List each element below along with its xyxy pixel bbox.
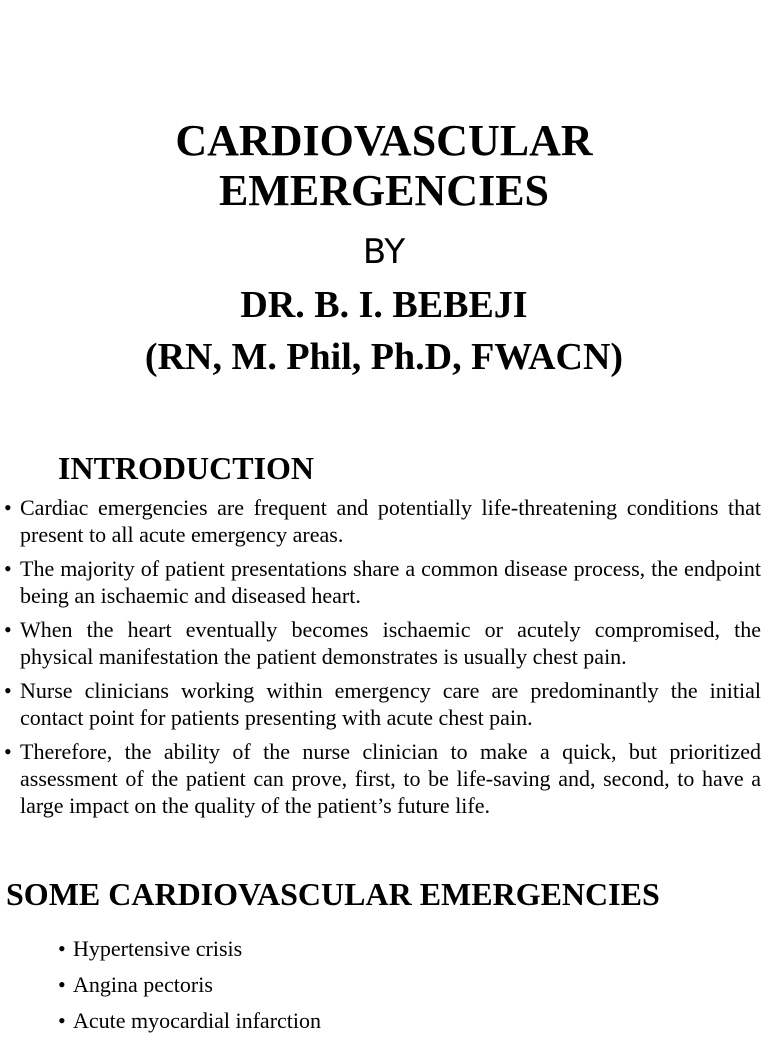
author-name: DR. B. I. BEBEJI [240,284,528,326]
bullet-icon: • [58,972,66,997]
list-item [4,677,761,731]
list-item [58,1006,321,1036]
list-item [4,555,761,609]
bullet-icon: • [4,495,12,520]
bullet-icon: • [4,678,12,703]
list-item-text: Nurse clinicians working within emergency care are predominantly the initial contact point for patients presenting with acute chest pain. [20,678,761,730]
emergencies-heading: SOME CARDIOVASCULAR EMERGENCIES [6,876,660,912]
by-label: BY [362,232,406,272]
author-credentials: (RN, M. Phil, Ph.D, FWACN) [144,336,624,378]
list-item-text: When the heart eventually becomes ischaemic or acutely compromised, the physical manifestation the patient demonstrates is usually chest pain. [20,617,761,669]
list-item-text: Therefore, the ability of the nurse clinician to make a quick, but prioritized assessment of the patient can prove, first, to be life-saving and, second, to have a large impact on the quality of the patient’s future life. [20,739,761,818]
document-title-line-2: EMERGENCIES [218,166,550,215]
bullet-icon: • [58,1008,66,1033]
title-block [0,116,768,380]
document-title-line-1: CARDIOVASCULAR [175,116,593,165]
list-item [58,970,321,1000]
list-item [4,616,761,670]
bullet-icon: • [58,936,66,961]
bullet-icon: • [4,739,12,764]
list-item-text: Angina pectoris [73,972,213,997]
introduction-list [4,494,761,826]
list-item-text: Acute myocardial infarction [73,1008,322,1033]
list-item-text: Hypertensive crisis [73,936,243,961]
bullet-icon: • [4,556,12,581]
emergencies-list [58,934,321,1042]
list-item [4,738,761,819]
introduction-heading: INTRODUCTION [58,450,315,486]
list-item [58,934,321,964]
list-item [4,494,761,548]
list-item-text: Cardiac emergencies are frequent and potentially life-threatening conditions that present to all acute emergency areas. [20,495,761,547]
bullet-icon: • [4,617,12,642]
list-item-text: The majority of patient presentations share a common disease process, the endpoint being an ischaemic and diseased heart. [20,556,761,608]
